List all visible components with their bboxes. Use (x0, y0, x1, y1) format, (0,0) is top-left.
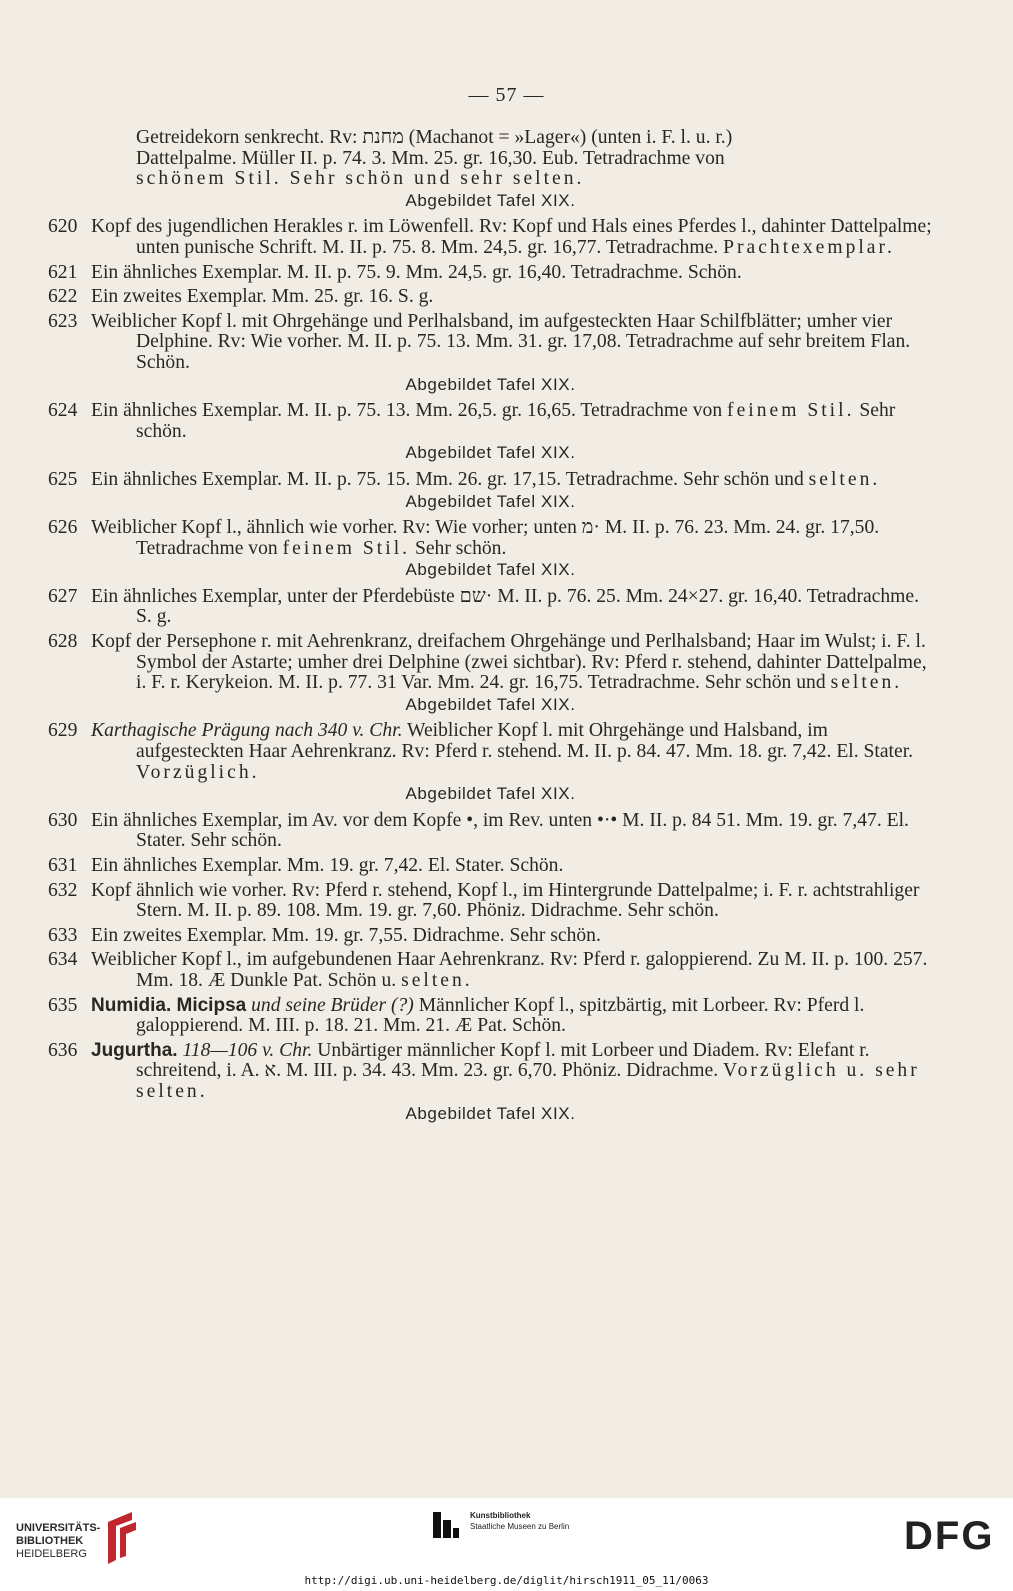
kunstbibliothek-logo-icon (431, 1510, 461, 1540)
intro-entry (48, 128, 933, 190)
plate-reference: Abgebildet Tafel XIX. (405, 491, 576, 511)
intro-line-1: Getreidekorn senkrecht. Rv: מחנת (Machanot = »Lager«) (unten i. F. l. u. r.) (136, 127, 733, 148)
entry-text: Ein zweites Exemplar. Mm. 25. gr. 16. S. g. (91, 286, 434, 308)
entry-number: 623 (48, 310, 78, 332)
entry-number: 625 (48, 468, 78, 490)
entry-body (91, 881, 933, 922)
dfg-logo: DFG (904, 1514, 995, 1558)
entry-number: 620 (48, 216, 78, 238)
plate-reference: Abgebildet Tafel XIX. (405, 784, 576, 804)
catalog-entry (48, 470, 933, 491)
entry-heading: Numidia. Micipsa (91, 994, 247, 1016)
entry-number: 635 (48, 994, 78, 1016)
entry-body (91, 401, 933, 442)
catalog-entry (48, 287, 933, 308)
plate-reference: Abgebildet Tafel XIX. (405, 190, 576, 210)
catalog-entry (48, 950, 933, 991)
entry-body (91, 518, 933, 559)
library-line: UNIVERSITÄTS- (16, 1522, 101, 1534)
entry-text: Ein ähnliches Exemplar, unter der Pferdebüste שם· M. II. p. 76. 25. Mm. 24×27. gr. 16,40. Tetradrachme. S. g. (91, 585, 919, 628)
entry-number: 624 (48, 400, 78, 422)
catalog-entry (48, 263, 933, 284)
entry-text: Männlicher Kopf l., spitzbärtig, mit Lorbeer. Rv: Pferd l. galoppierend. M. III. p. 18. 21. Mm. 21. Æ Pat. Schön. (136, 994, 865, 1037)
entry-text: Weiblicher Kopf l., im aufgebundenen Haar Aehrenkranz. Rv: Pferd r. galoppierend. Zu M. II. p. 100. 257. Mm. 18. Æ Dunkle Pat. Schön u. (91, 949, 928, 991)
entry-text: Unbärtiger männlicher Kopf l. mit Lorbeer und Diadem. Rv: Elefant r. schreitend, i. A. א. M. III. p. 34. 43. Mm. 23. gr. 6,70. Phöniz. Didrachme. (136, 1039, 870, 1082)
entry-body (91, 263, 933, 284)
entry-heading: Jugurtha. (91, 1039, 178, 1061)
kb-line: Staatliche Museen zu Berlin (470, 1522, 570, 1531)
entry-body (91, 587, 933, 628)
entry-body (91, 217, 933, 258)
kunstbibliothek-text (470, 1510, 569, 1532)
entry-number: 629 (48, 720, 78, 742)
entry-text: Kopf des jugendlichen Herakles r. im Löwenfell. Rv: Kopf und Hals eines Pferdes l., dahinter Dattelpalme; unten punische Schrift. M. II. p. 75. 8. Mm. 24,5. gr. 16,77. Tetradrachme. (91, 216, 932, 258)
entry-text: Ein ähnliches Exemplar. M. II. p. 75. 15. Mm. 26. gr. 17,15. Tetradrachme. Sehr schön und (91, 468, 804, 490)
entry-body (91, 632, 933, 694)
entry-body (91, 287, 933, 308)
entry-number: 622 (48, 286, 78, 308)
catalog-entry (48, 856, 933, 877)
entry-number: 627 (48, 585, 78, 607)
plate-reference: Abgebildet Tafel XIX. (405, 560, 576, 580)
entry-number: 636 (48, 1039, 78, 1061)
entry-number: 634 (48, 949, 78, 971)
entry-text: Kopf ähnlich wie vorher. Rv: Pferd r. stehend, Kopf l., im Hintergrunde Dattelpalme; i. F. r. achtstrahliger Stern. M. II. p. 89. 108. Mm. 19. gr. 7,60. Phöniz. Didrachme. Sehr schön. (91, 879, 920, 922)
entry-number: 632 (48, 879, 78, 901)
entry-text: Ein ähnliches Exemplar, im Av. vor dem Kopfe •, im Rev. unten •·• M. II. p. 84 51. Mm. 19. gr. 7,47. El. Stater. Sehr schön. (91, 809, 909, 852)
entry-number: 631 (48, 855, 78, 876)
entry-spaced: selten. (830, 672, 903, 694)
entry-spaced: feinem Stil. (727, 400, 855, 422)
entry-text: Kopf der Persephone r. mit Aehrenkranz, dreifachem Ohrgehänge und Perlhalsband; Haar im Wulst; i. F. l. Symbol der Astarte; umher drei Delphine (zwei sichtbar). Rv: Pferd r. stehend, dahinter Dattelpalme, i. F. r. Kerykeion. M. II. p. 77. 31 Var. Mm. 24. gr. 16,75. Tetradrachme. Sehr schön und (91, 631, 927, 694)
catalog-entry (48, 926, 933, 947)
entry-text: Ein ähnliches Exemplar. M. II. p. 75. 13. Mm. 26,5. gr. 16,65. Tetradrachme von (91, 400, 723, 422)
entry-body (91, 470, 933, 491)
entry-italic: und seine Brüder (?) (251, 994, 414, 1016)
catalog-text (48, 128, 933, 1130)
entry-body (91, 950, 933, 991)
entry-body (91, 1041, 933, 1103)
catalog-entry (48, 996, 933, 1037)
entry-number: 630 (48, 809, 78, 831)
entry-text: Ein zweites Exemplar. Mm. 19. gr. 7,55. Didrachme. Sehr schön. (91, 924, 601, 946)
catalog-entry (48, 401, 933, 442)
entry-after: Sehr schön. (136, 400, 896, 442)
catalog-entry (48, 811, 933, 852)
entry-number: 621 (48, 261, 78, 283)
entry-italic: 118—106 v. Chr. (182, 1039, 313, 1061)
catalog-entry (48, 587, 933, 628)
entries-list (48, 217, 933, 1124)
plate-reference: Abgebildet Tafel XIX. (405, 374, 576, 394)
entry-text: Weiblicher Kopf l. mit Ohrgehänge und Perlhalsband, im aufgesteckten Haar Schilfblätter; umher vier Delphine. Rv: Wie vorher. M. II. p. 75. 13. Mm. 31. gr. 17,08. Tetradrachme auf sehr breitem Flan. Schön. (91, 310, 911, 373)
entry-italic: Karthagische Prägung nach 340 v. Chr. (91, 720, 403, 742)
entry-spaced: Vorzüglich u. sehr selten. (136, 1060, 920, 1102)
entry-body (91, 996, 933, 1037)
entry-spaced: feinem Stil. (282, 537, 411, 559)
entry-spaced: Prachtexemplar. (723, 236, 895, 258)
catalog-entry (48, 632, 933, 694)
intro-tail: schönem Stil. Sehr schön und sehr selten. (136, 168, 585, 190)
entry-spaced: selten. (401, 969, 473, 991)
catalog-entry (48, 312, 933, 374)
entry-after: Sehr schön. (414, 537, 507, 559)
plate-reference: Abgebildet Tafel XIX. (405, 694, 576, 714)
page-number: — 57 — (468, 84, 545, 106)
plate-reference: Abgebildet Tafel XIX. (405, 1103, 576, 1123)
entry-body (91, 926, 933, 947)
entry-number: 633 (48, 924, 78, 946)
catalog-entry (48, 1041, 933, 1103)
entry-body (91, 856, 933, 877)
catalog-entry (48, 217, 933, 258)
library-line: BIBLIOTHEK (16, 1535, 84, 1547)
entry-text: Ein ähnliches Exemplar. Mm. 19. gr. 7,42. El. Stater. Schön. (91, 855, 564, 876)
entry-text: Weiblicher Kopf l., ähnlich wie vorher. Rv: Wie vorher; unten מ· M. II. p. 76. 23. Mm. 24. gr. 17,50. Tetradrachme von (91, 517, 880, 559)
kb-line: Kunstbibliothek (470, 1511, 531, 1520)
source-url[interactable]: http://digi.ub.uni-heidelberg.de/diglit/hirsch1911_05_11/0063 (304, 1574, 709, 1587)
entry-text: Ein ähnliches Exemplar. M. II. p. 75. 9. Mm. 24,5. gr. 16,40. Tetradrachme. Schön. (91, 261, 742, 283)
entry-body (91, 721, 933, 783)
entry-number: 628 (48, 631, 78, 653)
footer (0, 1498, 1013, 1591)
library-logo-icon (102, 1508, 140, 1568)
entry-number: 626 (48, 517, 78, 539)
intro-line-2: Dattelpalme. Müller II. p. 74. 3. Mm. 25. gr. 16,30. Eub. Tetradrachme von (136, 147, 725, 169)
entry-spaced: selten. (808, 468, 881, 490)
library-name (16, 1522, 100, 1561)
catalog-entry (48, 518, 933, 559)
entry-text: Weiblicher Kopf l. mit Ohrgehänge und Halsband, im aufgesteckten Haar Aehrenkranz. Rv: Pferd r. stehend. M. II. p. 84. 47. Mm. 18. gr. 7,42. El. Stater. (136, 720, 914, 763)
plate-reference: Abgebildet Tafel XIX. (405, 443, 576, 463)
catalog-entry (48, 721, 933, 783)
entry-body (91, 811, 933, 852)
entry-spaced: Vorzüglich. (136, 761, 260, 783)
entry-body (91, 312, 933, 374)
catalog-entry (48, 881, 933, 922)
library-line: HEIDELBERG (16, 1548, 87, 1560)
